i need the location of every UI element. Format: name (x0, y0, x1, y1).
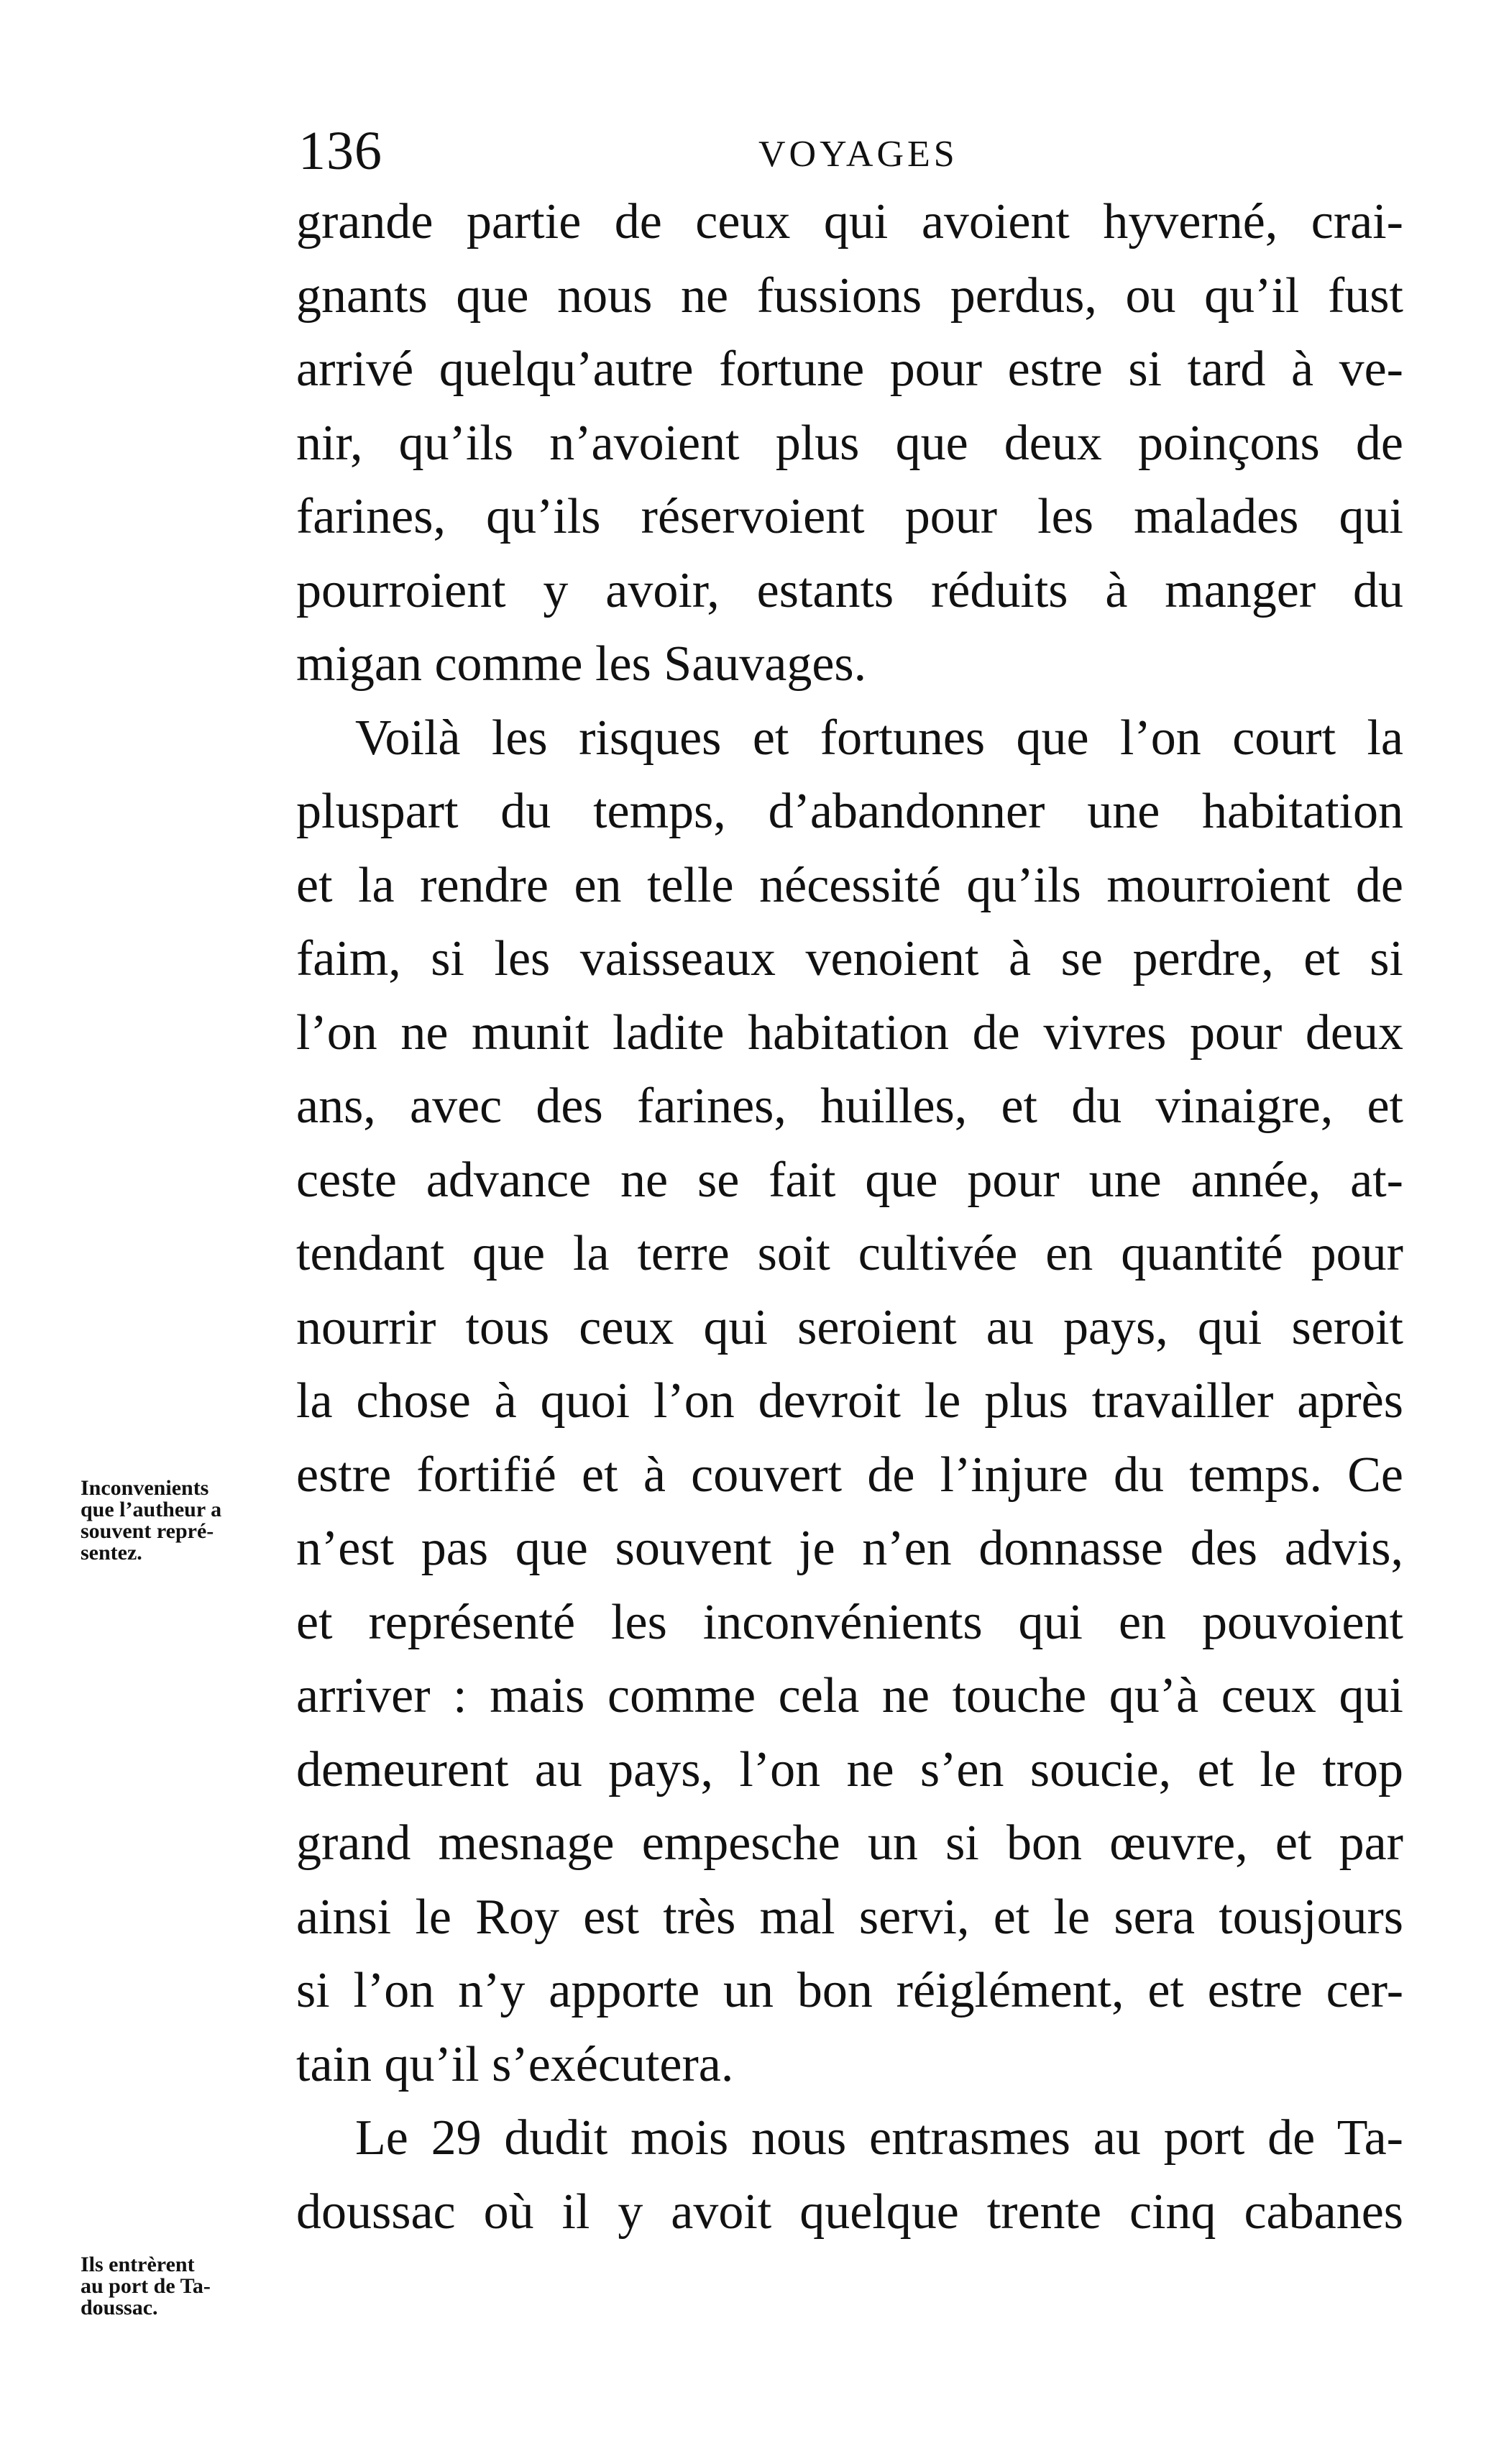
body-text (296, 186, 1403, 2249)
text-line: si l’on n’y apporte un bon réiglément, et estre cer- (296, 1963, 1403, 2018)
marginal-note-line: au port de Ta- (81, 2274, 211, 2298)
text-line: faim, si les vaisseaux venoient à se perdre, et si (296, 931, 1403, 986)
text-line: nir, qu’ils n’avoient plus que deux poinçons de (296, 415, 1403, 471)
text-line: n’est pas que souvent je n’en donnasse des advis, (296, 1521, 1403, 1576)
text-line: ans, avec des farines, huilles, et du vinaigre, et (296, 1078, 1403, 1134)
text-line: doussac où il y avoit quelque trente cinq cabanes (296, 2184, 1403, 2240)
marginal-note-inconvenients (81, 1478, 296, 1564)
page-number: 136 (298, 121, 382, 181)
text-line: arrivé quelqu’autre fortune pour estre si tard à ve- (296, 342, 1403, 397)
text-line: estre fortifié et à couvert de l’injure du temps. Ce (296, 1447, 1403, 1503)
text-line: farines, qu’ils réservoient pour les malades qui (296, 489, 1403, 544)
page-header (298, 119, 1413, 183)
text-line: tain qu’il s’exécutera. (296, 2036, 734, 2092)
text-line: Voilà les risques et fortunes que l’on court la (355, 710, 1403, 766)
marginal-note-line: Inconvenients (81, 1476, 209, 1500)
text-line: et la rendre en telle nécessité qu’ils mourroient de (296, 857, 1403, 913)
text-line: grand mesnage empesche un si bon œuvre, et par (296, 1815, 1403, 1871)
text-line: ceste advance ne se fait que pour une année, at- (296, 1152, 1403, 1208)
text-line: Le 29 dudit mois nous entrasmes au port de Ta- (355, 2110, 1403, 2166)
marginal-note-line: doussac. (81, 2296, 158, 2319)
marginal-note-tadoussac (81, 2254, 296, 2319)
marginal-note-line: que l’autheur a (81, 1498, 222, 1521)
text-line: l’on ne munit ladite habitation de vivres pour deux (296, 1004, 1403, 1061)
running-title: VOYAGES (758, 134, 958, 175)
text-line: ainsi le Roy est très mal servi, et le sera tousjours (296, 1889, 1403, 1945)
marginal-note-line: sentez. (81, 1541, 142, 1565)
text-line: gnants que nous ne fussions perdus, ou qu’il fust (296, 267, 1403, 324)
text-line: grande partie de ceux qui avoient hyverné, crai- (296, 194, 1403, 249)
text-line: arriver : mais comme cela ne touche qu’à ceux qui (296, 1668, 1403, 1723)
marginal-note-line: Ils entrèrent (81, 2253, 195, 2276)
text-line: la chose à quoi l’on devroit le plus travailler après (296, 1373, 1403, 1429)
text-line: migan comme les Sauvages. (296, 636, 867, 692)
text-line: nourrir tous ceux qui seroient au pays, qui seroit (296, 1299, 1403, 1355)
text-line: et représenté les inconvénients qui en pouvoient (296, 1594, 1403, 1650)
marginal-note-line: souvent repré- (81, 1519, 214, 1543)
text-line: tendant que la terre soit cultivée en quantité pour (296, 1226, 1403, 1281)
text-line: pourroient y avoir, estants réduits à manger du (296, 562, 1403, 618)
text-line: pluspart du temps, d’abandonner une habitation (296, 784, 1403, 839)
text-line: demeurent au pays, l’on ne s’en soucie, et le trop (296, 1741, 1403, 1797)
